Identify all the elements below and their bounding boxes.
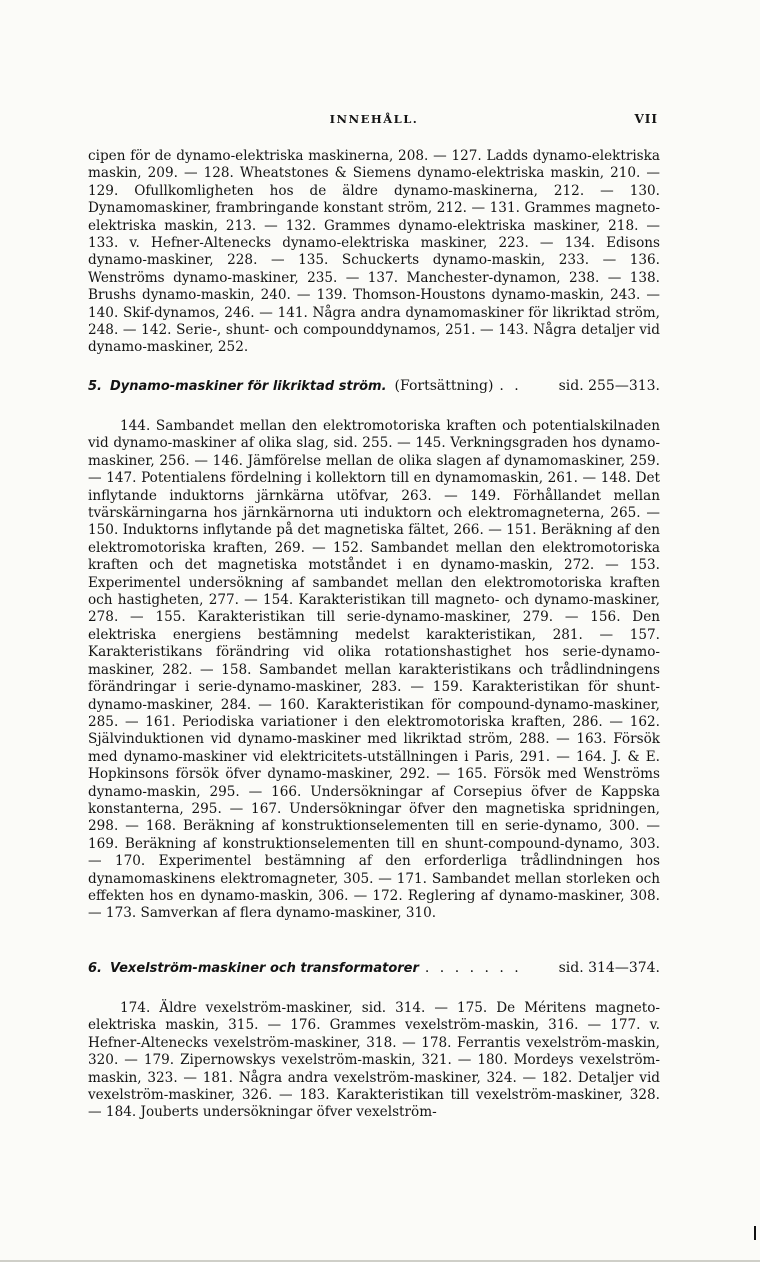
paragraph-section-6: 174. Äldre vexelström-maskiner, sid. 314. — 175. De Méritens magneto-elektriska maskin, 315. — 176. Grammes vexelström-maskin, 316. — 177. v. Hefner-Altenecks vexelström-maskiner, 318. — 178. Ferrantis vexelström-maskin, 320. — 179. Zipernowskys vexelström-maskin, 321. — 180. Mordeys vexelström-maskin, 323. — 181. Några andra vexelström-maskiner, 324. — 182. Detaljer vid vexelström-maskiner, 326. — 183. Karakteristikan till vexelström-maskiner, 328. — 184. Jouberts undersökningar öfver vexelström-	[88, 1000, 660, 1121]
paragraph-continued: cipen för de dynamo-elektriska maskinerna, 208. — 127. Ladds dynamo-elektriska maskin, 209. — 128. Wheatstones & Siemens dynamo-elektriska maskin, 210. — 129. Ofullkomligheten hos de äldre dynamo-maskinerna, 212. — 130. Dynamomaskiner, frambringande konstant ström, 212. — 131. Grammes magneto-elektriska maskin, 213. — 132. Grammes dynamo-elektriska maskiner, 218. — 133. v. Hefner-Altenecks dynamo-elektriska maskiner, 223. — 134. Edisons dynamo-maskiner, 228. — 135. Schuckerts dynamo-maskin, 233. — 136. Wenströms dynamo-maskiner, 235. — 137. Manchester-dynamon, 238. — 138. Brushs dynamo-maskin, 240. — 139. Thomson-Houstons dynamo-maskin, 243. — 140. Skif-dynamos, 246. — 141. Några andra dynamomaskiner för likriktad ström, 248. — 142. Serie-, shunt- och compounddynamos, 251. — 143. Några detaljer vid dynamo-maskiner, 252.	[88, 148, 660, 356]
section-number: 5.	[88, 379, 102, 394]
section-heading-6	[88, 960, 660, 976]
section-title: Vexelström-maskiner och transformatorer	[110, 961, 419, 976]
section-number: 6.	[88, 961, 102, 976]
section-pages: sid. 314—374.	[558, 960, 660, 976]
scan-edge-mark	[754, 1226, 756, 1240]
page-number: VII	[634, 112, 658, 126]
page-header	[88, 112, 660, 132]
section-note: (Fortsättning)	[394, 378, 494, 394]
running-title: INNEHÅLL.	[329, 112, 419, 126]
section-pages: sid. 255—313.	[558, 378, 660, 394]
paragraph-section-5: 144. Sambandet mellan den elektromotoriska kraften och potentialskilnaden vid dynamo-maskiner af olika slag, sid. 255. — 145. Verkningsgraden hos dynamo-maskiner, 256. — 146. Jämförelse mellan de olika slagen af dynamomaskiner, 259. — 147. Potentialens fördelning i kollektorn till en dynamomaskin, 261. — 148. Det inflytande induktorns järnkärna utöfvar, 263. — 149. Förhållandet mellan tvärskärningarna hos järnkärnorna uti induktorn och elektromagneterna, 265. — 150. Induktorns inflytande på det magnetiska fältet, 266. — 151. Beräkning af den elektromotoriska kraften, 269. — 152. Sambandet mellan den elektromotoriska kraften och det magnetiska motståndet i en dynamo-maskin, 272. — 153. Experimentel undersökning af sambandet mellan den elektromotoriska kraften och hastigheten, 277. — 154. Karakteristikan till magneto- och dynamo-maskiner, 278. — 155. Karakteristikan till serie-dynamo-maskiner, 279. — 156. Den elektriska energiens bestämning medelst karakteristikan, 281. — 157. Karakteristikans förändring vid olika rotationshastighet hos serie-dynamo-maskiner, 282. — 158. Sambandet mellan karakteristikans och trådlindningens förändringar i serie-dynamo-maskiner, 283. — 159. Karakteristikan för shunt-dynamo-maskiner, 284. — 160. Karakteristikan för compound-dynamo-maskiner, 285. — 161. Periodiska variationer i den elektromotoriska kraften, 286. — 162. Självinduktionen vid dynamo-maskiner med likriktad ström, 288. — 163. Försök med dynamo-maskiner vid elektricitets-utställningen i Paris, 291. — 164. J. & E. Hopkinsons försök öfver dynamo-maskiner, 292. — 165. Försök med Wenströms dynamo-maskin, 295. — 166. Undersökningar af Corsepius öfver de Kappska konstanterna, 295. — 167. Undersökningar öfver den magnetiska spridningen, 298. — 168. Beräkning af konstruktionselementen till en serie-dynamo, 300. — 169. Beräkning af konstruktionselementen till en shunt-compound-dynamo, 303. — 170. Experimentel bestämning af den erforderliga trådlindningen hos dynamomaskinens elektromagneter, 305. — 171. Sambandet mellan storleken och effekten hos en dynamo-maskin, 306. — 172. Reglering af dynamo-maskiner, 308. — 173. Samverkan af flera dynamo-maskiner, 310.	[88, 418, 660, 922]
section-heading-5	[88, 378, 660, 394]
section-title: Dynamo-maskiner för likriktad ström.	[110, 379, 387, 394]
leader-dots: . .	[499, 378, 522, 394]
leader-dots: . . . . . . .	[424, 960, 522, 976]
